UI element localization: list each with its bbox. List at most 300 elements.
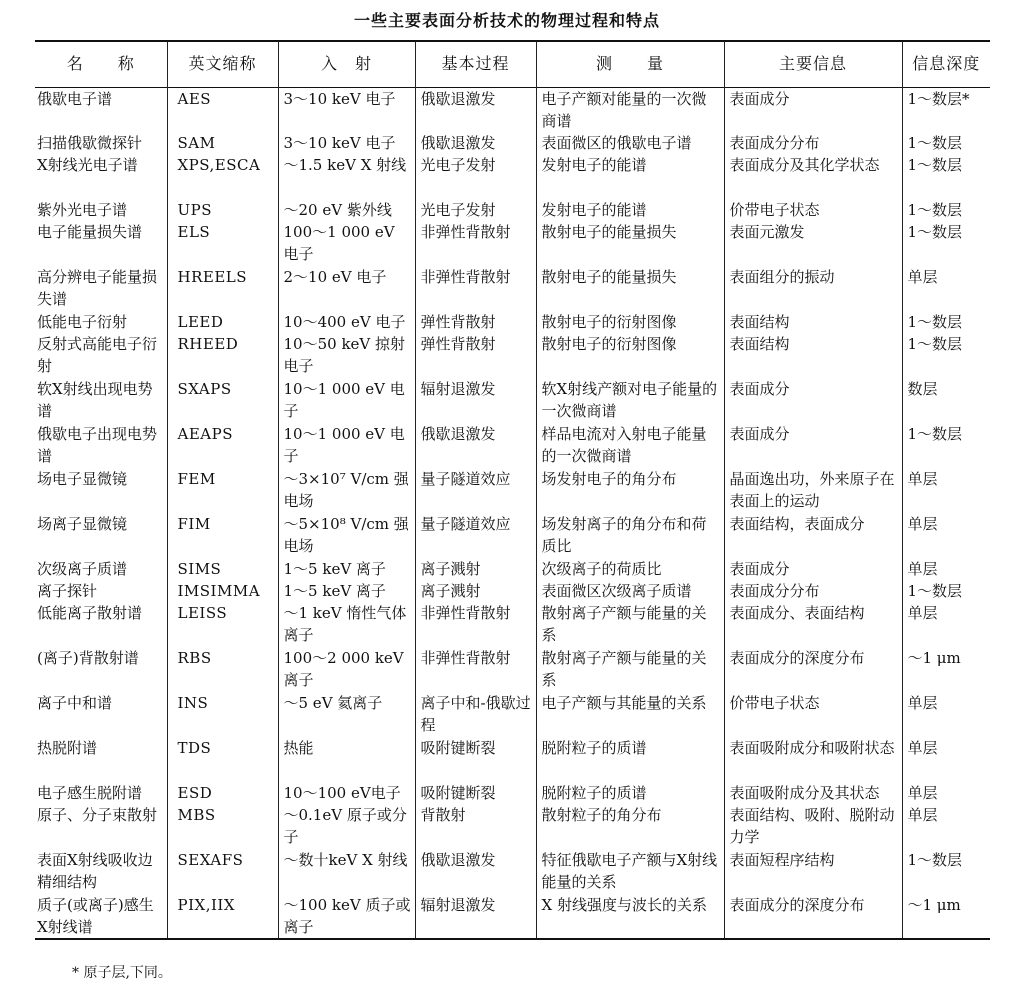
cell-incidence <box>278 737 415 782</box>
technique-name-text: 电子感生脱附谱 <box>37 784 143 802</box>
basic-process-text: 俄歇退激发 <box>420 89 496 108</box>
main-information-text: 表面成分 <box>729 560 790 578</box>
table-row <box>35 423 990 468</box>
incidence-text: 10～100 eV电子 <box>283 784 401 802</box>
abbreviation-text: RHEED <box>177 335 239 353</box>
technique-name-text: 电子能量损失谱 <box>37 223 143 241</box>
cell-main-information <box>724 513 902 558</box>
technique-name-text: 软X射线出现电势谱 <box>37 380 153 420</box>
cell-technique-name <box>35 782 167 804</box>
measurement-text: 脱附粒子的质谱 <box>541 784 647 802</box>
main-information-text: 表面成分、表面结构 <box>729 604 865 622</box>
cell-technique-name <box>35 154 167 199</box>
abbreviation-text: SIMS <box>177 560 222 578</box>
cell-incidence <box>278 804 415 849</box>
cell-basic-process <box>415 894 536 939</box>
basic-process-text: 量子隧道效应 <box>420 470 511 488</box>
cell-abbreviation <box>167 558 278 580</box>
cell-abbreviation <box>167 154 278 199</box>
cell-technique-name <box>35 737 167 782</box>
abbreviation-text: PIX,IIX <box>177 896 235 914</box>
table-row <box>35 558 990 580</box>
cell-information-depth <box>902 221 990 266</box>
information-depth-text: 单层 <box>907 268 938 286</box>
cell-technique-name <box>35 199 167 221</box>
cell-basic-process <box>415 513 536 558</box>
cell-main-information <box>724 849 902 894</box>
cell-measurement <box>536 513 724 558</box>
header-incidence: 入 射 <box>278 41 415 87</box>
cell-main-information <box>724 894 902 939</box>
cell-basic-process <box>415 199 536 221</box>
information-depth-text: 1～数层 <box>907 201 963 219</box>
cell-basic-process <box>415 266 536 311</box>
cell-measurement <box>536 647 724 692</box>
information-depth-text: 单层 <box>907 515 938 533</box>
incidence-text: ～20 eV 紫外线 <box>283 201 392 219</box>
basic-process-text: 光电子发射 <box>420 201 496 219</box>
cell-technique-name <box>35 333 167 378</box>
technique-name-text: 离子中和谱 <box>37 694 113 712</box>
cell-basic-process <box>415 311 536 333</box>
cell-measurement <box>536 333 724 378</box>
abbreviation-text: IMSIMMA <box>177 582 261 600</box>
cell-measurement <box>536 849 724 894</box>
cell-incidence <box>278 333 415 378</box>
abbreviation-text: SEXAFS <box>177 851 244 869</box>
cell-technique-name <box>35 602 167 647</box>
cell-main-information <box>724 154 902 199</box>
cell-technique-name <box>35 221 167 266</box>
footnote: * 原子层,下同。 <box>72 965 172 981</box>
cell-technique-name <box>35 87 167 132</box>
table-row <box>35 311 990 333</box>
technique-name-text: X射线光电子谱 <box>37 156 138 174</box>
table-row <box>35 737 990 782</box>
cell-main-information <box>724 87 902 132</box>
main-information-text: 表面结构 <box>729 335 790 353</box>
cell-measurement <box>536 468 724 513</box>
technique-name-text: 低能电子衍射 <box>37 313 128 331</box>
cell-basic-process <box>415 602 536 647</box>
cell-measurement <box>536 558 724 580</box>
cell-information-depth <box>902 580 990 602</box>
abbreviation-text: XPS,ESCA <box>177 156 261 174</box>
incidence-text: ～数十keV X 射线 <box>283 851 408 869</box>
incidence-text: ～0.1eV 原子或分子 <box>283 806 407 846</box>
header-row <box>35 41 990 87</box>
basic-process-text: 离子溅射 <box>420 560 481 578</box>
table-row <box>35 132 990 154</box>
cell-measurement <box>536 737 724 782</box>
main-information-text: 表面元激发 <box>729 223 805 241</box>
measurement-text: 散射电子的衍射图像 <box>541 313 677 331</box>
incidence-text: 1～5 keV 离子 <box>283 560 386 578</box>
information-depth-text: 单层 <box>907 560 938 578</box>
cell-incidence <box>278 266 415 311</box>
cell-incidence <box>278 154 415 199</box>
cell-basic-process <box>415 87 536 132</box>
cell-information-depth <box>902 647 990 692</box>
cell-basic-process <box>415 849 536 894</box>
table-row <box>35 199 990 221</box>
cell-incidence <box>278 468 415 513</box>
cell-measurement <box>536 311 724 333</box>
incidence-text: ～1.5 keV X 射线 <box>283 156 407 174</box>
cell-incidence <box>278 782 415 804</box>
cell-abbreviation <box>167 849 278 894</box>
measurement-text: 电子产额对能量的一次微商谱 <box>541 89 707 130</box>
cell-technique-name <box>35 894 167 939</box>
incidence-text: ～5×10⁸ V/cm 强电场 <box>283 515 409 555</box>
cell-measurement <box>536 580 724 602</box>
abbreviation-text: RBS <box>177 649 212 667</box>
cell-information-depth <box>902 468 990 513</box>
incidence-text: ～3×10⁷ V/cm 强电场 <box>283 470 409 510</box>
cell-basic-process <box>415 737 536 782</box>
abbreviation-text: SAM <box>177 134 216 152</box>
cell-main-information <box>724 692 902 737</box>
cell-abbreviation <box>167 692 278 737</box>
basic-process-text: 光电子发射 <box>420 156 496 174</box>
incidence-text: 100～1 000 eV 电子 <box>283 223 395 263</box>
cell-information-depth <box>902 849 990 894</box>
cell-abbreviation <box>167 311 278 333</box>
basic-process-text: 吸附键断裂 <box>420 784 496 802</box>
table-row <box>35 221 990 266</box>
measurement-text: 样品电流对入射电子能量的一次微商谱 <box>541 425 707 465</box>
cell-information-depth <box>902 692 990 737</box>
cell-information-depth <box>902 199 990 221</box>
cell-main-information <box>724 804 902 849</box>
table-row <box>35 647 990 692</box>
measurement-text: 散射电子的衍射图像 <box>541 335 677 353</box>
cell-measurement <box>536 221 724 266</box>
technique-name-text: 次级离子质谱 <box>37 560 128 578</box>
abbreviation-text: HREELS <box>177 268 248 286</box>
cell-information-depth <box>902 894 990 939</box>
information-depth-text: 单层 <box>907 470 938 488</box>
cell-main-information <box>724 580 902 602</box>
main-information-text: 晶面逸出功，外来原子在表面上的运动 <box>729 470 895 510</box>
technique-name-text: 原子、分子束散射 <box>37 806 158 824</box>
table-row <box>35 378 990 423</box>
information-depth-text: 1～数层* <box>907 89 970 108</box>
technique-name-text: 反射式高能电子衍射 <box>37 335 158 375</box>
header-name: 名 称 <box>66 54 135 74</box>
incidence-text: 3～10 keV 电子 <box>283 134 396 152</box>
cell-abbreviation <box>167 647 278 692</box>
cell-measurement <box>536 199 724 221</box>
cell-technique-name <box>35 849 167 894</box>
information-depth-text: ～1 μm <box>907 649 961 667</box>
cell-technique-name <box>35 580 167 602</box>
cell-information-depth <box>902 378 990 423</box>
cell-measurement <box>536 378 724 423</box>
abbreviation-text: TDS <box>177 739 212 757</box>
abbreviation-text: SXAPS <box>177 380 232 398</box>
cell-main-information <box>724 647 902 692</box>
measurement-text: 次级离子的荷质比 <box>541 560 662 578</box>
main-information-text: 表面成分及其化学状态 <box>729 156 880 174</box>
technique-name-text: 场离子显微镜 <box>37 515 128 533</box>
abbreviation-text: LEED <box>177 313 224 331</box>
basic-process-text: 俄歇退激发 <box>420 425 496 443</box>
cell-abbreviation <box>167 378 278 423</box>
cell-technique-name <box>35 513 167 558</box>
measurement-text: 发射电子的能谱 <box>541 156 647 174</box>
basic-process-text: 量子隧道效应 <box>420 515 511 533</box>
information-depth-text: 1～数层 <box>907 156 963 174</box>
table-row <box>35 580 990 602</box>
cell-main-information <box>724 423 902 468</box>
cell-incidence <box>278 87 415 132</box>
cell-main-information <box>724 602 902 647</box>
incidence-text: 10～1 000 eV 电子 <box>283 380 405 420</box>
technique-name-text: 俄歇电子出现电势谱 <box>37 425 158 465</box>
table-row <box>35 266 990 311</box>
measurement-text: X 射线强度与波长的关系 <box>541 896 707 914</box>
main-information-text: 价带电子状态 <box>729 694 820 712</box>
main-information-text: 表面成分 <box>729 89 790 108</box>
basic-process-text: 离子中和-俄歇过程 <box>420 694 531 734</box>
cell-abbreviation <box>167 132 278 154</box>
cell-technique-name <box>35 311 167 333</box>
basic-process-text: 辐射退激发 <box>420 896 496 914</box>
surface-analysis-table <box>35 40 990 940</box>
main-information-text: 价带电子状态 <box>729 201 820 219</box>
cell-incidence <box>278 580 415 602</box>
cell-abbreviation <box>167 468 278 513</box>
table-row <box>35 87 990 132</box>
cell-incidence <box>278 692 415 737</box>
cell-basic-process <box>415 423 536 468</box>
main-information-text: 表面成分的深度分布 <box>729 896 865 914</box>
main-information-text: 表面成分 <box>729 425 790 443</box>
measurement-text: 表面微区次级离子质谱 <box>541 582 692 600</box>
cell-basic-process <box>415 378 536 423</box>
table-row <box>35 468 990 513</box>
cell-measurement <box>536 266 724 311</box>
cell-main-information <box>724 378 902 423</box>
incidence-text: 2～10 eV 电子 <box>283 268 387 286</box>
cell-abbreviation <box>167 894 278 939</box>
cell-basic-process <box>415 782 536 804</box>
cell-abbreviation <box>167 423 278 468</box>
cell-incidence <box>278 199 415 221</box>
measurement-text: 场发射电子的角分布 <box>541 470 677 488</box>
measurement-text: 散射电子的能量损失 <box>541 223 677 241</box>
information-depth-text: 单层 <box>907 739 938 757</box>
abbreviation-text: MBS <box>177 806 216 824</box>
cell-technique-name <box>35 378 167 423</box>
incidence-text: ～100 keV 质子或离子 <box>283 896 411 936</box>
incidence-text: ～1 keV 惰性气体离子 <box>283 604 407 644</box>
cell-basic-process <box>415 221 536 266</box>
measurement-text: 电子产额与其能量的关系 <box>541 694 707 712</box>
cell-information-depth <box>902 154 990 199</box>
header-information-depth: 信息深度 <box>902 41 990 87</box>
cell-main-information <box>724 311 902 333</box>
cell-main-information <box>724 221 902 266</box>
information-depth-text: 单层 <box>907 784 938 802</box>
cell-technique-name <box>35 692 167 737</box>
main-information-text: 表面成分的深度分布 <box>729 649 865 667</box>
main-information-text: 表面结构、吸附、脱附动力学 <box>729 806 895 846</box>
cell-incidence <box>278 602 415 647</box>
cell-abbreviation <box>167 737 278 782</box>
cell-measurement <box>536 423 724 468</box>
basic-process-text: 非弹性背散射 <box>420 604 511 622</box>
cell-technique-name <box>35 132 167 154</box>
cell-basic-process <box>415 333 536 378</box>
technique-name-text: 场电子显微镜 <box>37 470 128 488</box>
cell-main-information <box>724 266 902 311</box>
cell-measurement <box>536 132 724 154</box>
cell-measurement <box>536 804 724 849</box>
information-depth-text: 1～数层 <box>907 851 963 869</box>
table-row <box>35 782 990 804</box>
cell-main-information <box>724 132 902 154</box>
incidence-text: 100～2 000 keV 离子 <box>283 649 404 689</box>
incidence-text: 3～10 keV 电子 <box>283 89 396 108</box>
cell-information-depth <box>902 558 990 580</box>
cell-information-depth <box>902 132 990 154</box>
table-body <box>35 87 990 939</box>
cell-basic-process <box>415 692 536 737</box>
technique-name-text: (离子)背散射谱 <box>37 649 139 667</box>
abbreviation-text: UPS <box>177 201 213 219</box>
cell-basic-process <box>415 580 536 602</box>
technique-name-text: 质子(或离子)感生X射线谱 <box>37 896 154 936</box>
basic-process-text: 背散射 <box>420 806 466 824</box>
cell-main-information <box>724 468 902 513</box>
technique-name-text: 高分辨电子能量损失谱 <box>37 268 158 308</box>
measurement-text: 特征俄歇电子产额与X射线能量的关系 <box>541 851 718 891</box>
basic-process-text: 离子溅射 <box>420 582 481 600</box>
measurement-text: 场发射离子的角分布和荷质比 <box>541 515 707 555</box>
cell-abbreviation <box>167 782 278 804</box>
basic-process-text: 吸附键断裂 <box>420 739 496 757</box>
cell-measurement <box>536 782 724 804</box>
incidence-text: 热能 <box>283 739 314 757</box>
information-depth-text: 单层 <box>907 604 938 622</box>
cell-measurement <box>536 154 724 199</box>
table-row <box>35 513 990 558</box>
cell-incidence <box>278 311 415 333</box>
information-depth-text: 数层 <box>907 380 938 398</box>
cell-technique-name <box>35 647 167 692</box>
abbreviation-text: AEAPS <box>177 425 233 443</box>
basic-process-text: 弹性背散射 <box>420 313 496 331</box>
cell-abbreviation <box>167 513 278 558</box>
incidence-text: ～5 eV 氦离子 <box>283 694 383 712</box>
cell-incidence <box>278 378 415 423</box>
cell-abbreviation <box>167 87 278 132</box>
cell-abbreviation <box>167 266 278 311</box>
abbreviation-text: FIM <box>177 515 211 533</box>
cell-measurement <box>536 602 724 647</box>
cell-technique-name <box>35 558 167 580</box>
cell-incidence <box>278 513 415 558</box>
table-header <box>35 41 990 87</box>
basic-process-text: 辐射退激发 <box>420 380 496 398</box>
cell-incidence <box>278 849 415 894</box>
information-depth-text: ～1 μm <box>907 896 961 914</box>
incidence-text: 1～5 keV 离子 <box>283 582 386 600</box>
information-depth-text: 单层 <box>907 694 938 712</box>
cell-measurement <box>536 87 724 132</box>
incidence-text: 10～400 eV 电子 <box>283 313 406 331</box>
cell-information-depth <box>902 804 990 849</box>
cell-main-information <box>724 737 902 782</box>
cell-information-depth <box>902 87 990 132</box>
cell-abbreviation <box>167 221 278 266</box>
cell-information-depth <box>902 423 990 468</box>
main-information-text: 表面结构，表面成分 <box>729 515 865 533</box>
basic-process-text: 俄歇退激发 <box>420 134 496 152</box>
information-depth-text: 1～数层 <box>907 582 963 600</box>
basic-process-text: 俄歇退激发 <box>420 851 496 869</box>
technique-name-text: 热脱附谱 <box>37 739 98 757</box>
cell-technique-name <box>35 804 167 849</box>
cell-main-information <box>724 333 902 378</box>
technique-name-text: 扫描俄歇微探针 <box>37 134 143 152</box>
cell-information-depth <box>902 782 990 804</box>
technique-name-text: 表面X射线吸收边精细结构 <box>37 851 153 891</box>
technique-name-text: 离子探针 <box>37 582 98 600</box>
header-basic-process: 基本过程 <box>415 41 536 87</box>
main-information-text: 表面吸附成分及其状态 <box>729 784 880 802</box>
cell-incidence <box>278 132 415 154</box>
abbreviation-text: AES <box>177 89 212 108</box>
information-depth-text: 1～数层 <box>907 223 963 241</box>
technique-name-text: 紫外光电子谱 <box>37 201 128 219</box>
technique-name-text: 俄歇电子谱 <box>37 89 113 108</box>
main-information-text: 表面成分分布 <box>729 134 820 152</box>
header-measurement: 测 量 <box>536 41 724 87</box>
table-row <box>35 154 990 199</box>
basic-process-text: 非弹性背散射 <box>420 649 511 667</box>
table-row <box>35 849 990 894</box>
basic-process-text: 非弹性背散射 <box>420 268 511 286</box>
measurement-text: 散射电子的能量损失 <box>541 268 677 286</box>
cell-incidence <box>278 647 415 692</box>
cell-measurement <box>536 894 724 939</box>
cell-basic-process <box>415 154 536 199</box>
main-information-text: 表面结构 <box>729 313 790 331</box>
cell-information-depth <box>902 602 990 647</box>
cell-measurement <box>536 692 724 737</box>
incidence-text: 10～1 000 eV 电子 <box>283 425 405 465</box>
table-row <box>35 804 990 849</box>
abbreviation-text: LEISS <box>177 604 228 622</box>
cell-technique-name <box>35 423 167 468</box>
cell-abbreviation <box>167 580 278 602</box>
measurement-text: 软X射线产额对电子能量的一次微商谱 <box>541 380 718 420</box>
information-depth-text: 1～数层 <box>907 134 963 152</box>
header-abbreviation: 英文缩称 <box>167 41 278 87</box>
information-depth-text: 1～数层 <box>907 335 963 353</box>
cell-basic-process <box>415 558 536 580</box>
table-row <box>35 692 990 737</box>
cell-incidence <box>278 221 415 266</box>
cell-information-depth <box>902 513 990 558</box>
cell-basic-process <box>415 647 536 692</box>
table-row <box>35 333 990 378</box>
cell-information-depth <box>902 333 990 378</box>
cell-basic-process <box>415 132 536 154</box>
